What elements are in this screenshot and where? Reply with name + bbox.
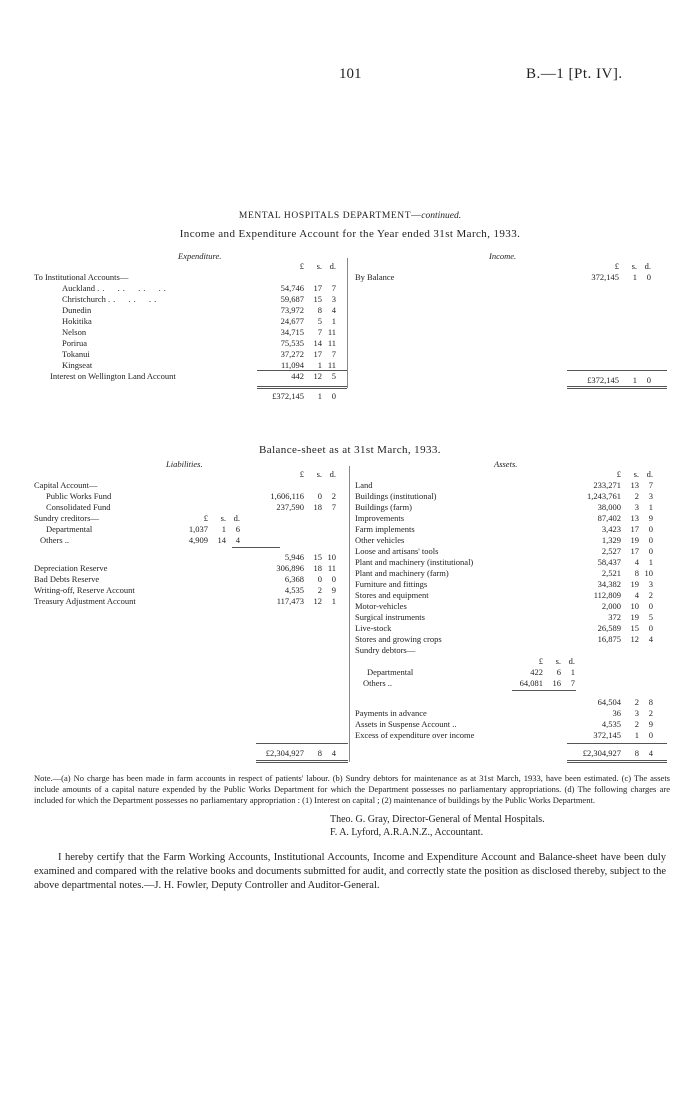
pounds: 2,527 — [601, 546, 621, 556]
table-row — [355, 524, 653, 535]
shillings: 4 — [634, 590, 639, 600]
table-row — [355, 634, 653, 645]
pence-header: d. — [644, 261, 651, 271]
signature-accountant: F. A. Lyford, A.R.A.N.Z., Accountant. — [330, 827, 484, 838]
pence: 1 — [648, 502, 653, 512]
shillings: 18 — [313, 563, 322, 573]
row-label: Plant and machinery (institutional) — [355, 557, 474, 567]
shillings: 0 — [317, 574, 322, 584]
row-label: Hokitika — [62, 316, 92, 326]
departmental-note: Note.—(a) No charge has been made in farm accounts in respect of patients' labour. (b) Sundry debtors for maintenance as at 31st March, 1933, have been estimated. (c) The assets include amounts of a capital nature expended by the Public Works Department for which the Department possesses no parliamentary appropriations. (d) The following charges are included for which the Department possesses no parliamentary appropriation : (1) Interest on capital ; (2) maintenance of buildings by the Public Works Department. — [34, 773, 670, 805]
pounds: 73,972 — [280, 305, 304, 315]
total-shillings: 8 — [634, 748, 639, 758]
pounds: 422 — [530, 667, 543, 677]
pence: 11 — [327, 338, 336, 348]
institutional-accounts-label: To Institutional Accounts— — [34, 272, 129, 282]
pounds: 16,875 — [597, 634, 621, 644]
shillings: 13 — [630, 480, 639, 490]
row-label: Dunedin — [62, 305, 92, 315]
shillings: 10 — [630, 601, 639, 611]
row-label: Depreciation Reserve — [34, 563, 108, 573]
row-label: Land — [355, 480, 373, 490]
row-label: Christchurch — [62, 294, 106, 304]
shilling-header: s. — [633, 469, 639, 479]
table-row: Christchurch .. .. .. 59,687 15 3 — [62, 294, 336, 304]
pence: 9 — [648, 513, 653, 523]
liabilities-total — [34, 748, 336, 759]
table-row — [34, 349, 336, 360]
pounds: 54,746 — [280, 283, 304, 293]
table-row — [355, 612, 653, 623]
total-pence: 0 — [331, 391, 336, 401]
table-row — [34, 371, 336, 382]
divider — [256, 743, 348, 744]
pence: 2 — [331, 491, 336, 501]
pounds: 34,715 — [280, 327, 304, 337]
row-label: Assets in Suspense Account .. — [355, 719, 457, 729]
income-expenditure-title: Income and Expenditure Account for the Year ended 31st March, 1933. — [179, 228, 521, 240]
table-row — [34, 338, 336, 349]
pence-header: d. — [646, 469, 653, 479]
pounds: 11,094 — [280, 360, 304, 370]
table-row — [34, 305, 336, 316]
pence-header: d. — [568, 656, 575, 666]
row-label: Excess of expenditure over income — [355, 730, 475, 740]
pence: 8 — [648, 697, 653, 707]
pence: 1 — [331, 596, 336, 606]
shillings: 12 — [313, 596, 322, 606]
row-label: Interest on Wellington Land Account — [50, 371, 176, 381]
income-heading: Income. — [489, 251, 517, 261]
shillings: 4 — [634, 557, 639, 567]
pence: 1 — [570, 667, 575, 677]
table-row — [355, 590, 653, 601]
pence-header: d. — [233, 513, 240, 523]
shillings: 17 — [313, 283, 322, 293]
assets-heading: Assets. — [494, 459, 518, 469]
pounds: 34,382 — [597, 579, 621, 589]
pence: 0 — [648, 601, 653, 611]
shillings: 2 — [634, 697, 639, 707]
expenditure-table — [34, 261, 336, 402]
pounds: 64,504 — [597, 697, 621, 707]
department-title-text: MENTAL HOSPITALS DEPARTMENT— — [238, 211, 422, 221]
table-row — [34, 524, 240, 535]
pounds: 4,909 — [188, 535, 208, 545]
pounds: 1,329 — [601, 535, 621, 545]
sundry-debtors-label: Sundry debtors— — [355, 645, 416, 655]
pounds: 75,535 — [280, 338, 304, 348]
shillings: 7 — [317, 327, 322, 337]
pence: 0 — [648, 524, 653, 534]
shillings: 12 — [630, 634, 639, 644]
pence: 4 — [235, 535, 240, 545]
shillings: 15 — [313, 552, 322, 562]
pounds: 306,896 — [276, 563, 304, 573]
total-pounds: £2,304,927 — [582, 748, 621, 758]
row-label: Consolidated Fund — [46, 502, 111, 512]
assets-table — [355, 469, 653, 656]
shillings: 2 — [317, 585, 322, 595]
row-label: Buildings (institutional) — [355, 491, 437, 501]
table-row — [355, 491, 653, 502]
divider — [512, 690, 576, 691]
row-label: Treasury Adjustment Account — [34, 596, 136, 606]
creditors-total-row — [34, 552, 336, 563]
row-label: Others .. — [363, 678, 393, 688]
table-row — [355, 557, 653, 568]
table-row — [34, 535, 240, 546]
page-number: 101 — [339, 66, 362, 82]
table-row: Auckland .. .. .. .. 54,746 17 7 — [62, 283, 336, 293]
total-pence: 0 — [646, 375, 651, 385]
creditors-subtable — [34, 513, 240, 546]
divider — [567, 743, 667, 744]
pounds: 59,687 — [280, 294, 304, 304]
pounds: 2,000 — [601, 601, 621, 611]
pounds: 442 — [291, 371, 304, 381]
table-row — [34, 316, 336, 327]
shillings: 2 — [634, 491, 639, 501]
pence: 7 — [331, 349, 336, 359]
table-row — [355, 623, 653, 634]
pence: 4 — [648, 634, 653, 644]
shillings: 17 — [630, 524, 639, 534]
pence: 11 — [327, 563, 336, 573]
pounds: 117,473 — [276, 596, 304, 606]
shillings: 1 — [317, 360, 322, 370]
sundry-creditors-label: Sundry creditors— — [34, 513, 99, 523]
liabilities-table-lower — [34, 552, 336, 607]
pound-header: £ — [616, 469, 621, 479]
capital-account-label: Capital Account— — [34, 480, 98, 490]
pence: 0 — [648, 623, 653, 633]
pounds: 2,521 — [601, 568, 621, 578]
shillings: 6 — [556, 667, 561, 677]
pence: 9 — [648, 719, 653, 729]
double-rule — [567, 386, 667, 389]
total-shillings: 1 — [632, 375, 637, 385]
pence: 5 — [648, 612, 653, 622]
double-rule — [256, 760, 348, 763]
row-label: Loose and artisans' tools — [355, 546, 439, 556]
pence: 3 — [331, 294, 336, 304]
total-pounds: £2,304,927 — [265, 748, 304, 758]
pence: 2 — [648, 708, 653, 718]
pence: 3 — [648, 491, 653, 501]
total-shillings: 8 — [317, 748, 322, 758]
column-divider — [349, 466, 350, 762]
assets-table-lower — [355, 697, 653, 741]
pounds: 233,271 — [593, 480, 621, 490]
table-row — [355, 730, 653, 741]
table-row — [355, 502, 653, 513]
liabilities-heading: Liabilities. — [166, 459, 203, 469]
pounds: 24,677 — [280, 316, 304, 326]
document-reference: B.—1 [Pt. IV]. — [526, 66, 623, 82]
pounds: 26,589 — [597, 623, 621, 633]
pence: 7 — [331, 283, 336, 293]
pence: 9 — [331, 585, 336, 595]
shillings: 14 — [313, 338, 322, 348]
table-row — [355, 667, 575, 678]
pounds: 36 — [612, 708, 621, 718]
shillings: 1 — [221, 524, 226, 534]
pence: 7 — [570, 678, 575, 688]
debtors-total-row — [355, 697, 653, 708]
row-label: Furniture and fittings — [355, 579, 428, 589]
row-label: Others .. — [40, 535, 70, 545]
table-row — [355, 480, 653, 491]
pounds: 87,402 — [597, 513, 621, 523]
shilling-header: s. — [220, 513, 226, 523]
pounds: 38,000 — [597, 502, 621, 512]
pence: 2 — [648, 590, 653, 600]
pence: 0 — [648, 546, 653, 556]
pounds: 1,037 — [188, 524, 208, 534]
pounds: 112,809 — [593, 590, 621, 600]
expenditure-heading: Expenditure. — [178, 251, 222, 261]
shillings: 13 — [630, 513, 639, 523]
pounds: 4,535 — [284, 585, 304, 595]
pence: 10 — [327, 552, 336, 562]
shilling-header: s. — [316, 469, 322, 479]
pence: 0 — [648, 730, 653, 740]
double-rule — [567, 760, 667, 763]
income-total — [355, 375, 651, 386]
pounds: 237,590 — [276, 502, 304, 512]
divider — [232, 547, 280, 548]
pound-header: £ — [614, 261, 619, 271]
shilling-header: s. — [555, 656, 561, 666]
table-row — [355, 272, 651, 283]
table-row — [355, 535, 653, 546]
shillings: 15 — [630, 623, 639, 633]
row-label: Kingseat — [62, 360, 93, 370]
pounds: 372,145 — [593, 730, 621, 740]
table-row — [355, 678, 575, 689]
pence-header: d. — [329, 261, 336, 271]
pence: 10 — [644, 568, 653, 578]
divider — [567, 370, 667, 371]
shillings: 16 — [552, 678, 561, 688]
shillings: 17 — [313, 349, 322, 359]
shillings: 8 — [634, 568, 639, 578]
table-row — [34, 563, 336, 574]
row-label: Tokanui — [62, 349, 90, 359]
shillings: 2 — [634, 719, 639, 729]
row-label: Nelson — [62, 327, 87, 337]
pence: 0 — [648, 535, 653, 545]
pence: 7 — [648, 480, 653, 490]
pence: 3 — [648, 579, 653, 589]
row-label: Porirua — [62, 338, 88, 348]
row-label: Surgical instruments — [355, 612, 425, 622]
shillings: 1 — [632, 272, 637, 282]
divider — [257, 370, 347, 371]
department-title — [0, 211, 700, 221]
table-row — [34, 327, 336, 338]
audit-certificate: I hereby certify that the Farm Working Accounts, Institutional Accounts, Income and Expenditure Account and Balance-sheet have been duly examined and compared with the relative books and documents submitted for audit, and correctly state the position as disclosed thereby, subject to the above departmental notes.—J. H. Fowler, Deputy Controller and Auditor-General. — [34, 852, 666, 891]
row-label: Improvements — [355, 513, 405, 523]
total-shillings: 1 — [317, 391, 322, 401]
pound-header: £ — [203, 513, 208, 523]
pence: 7 — [331, 502, 336, 512]
total-pounds: £372,145 — [587, 375, 619, 385]
pence: 1 — [331, 316, 336, 326]
total-pence: 4 — [331, 748, 336, 758]
row-label: Payments in advance — [355, 708, 427, 718]
pence: 0 — [646, 272, 651, 282]
shillings: 19 — [630, 579, 639, 589]
shillings: 19 — [630, 535, 639, 545]
pence: 4 — [331, 305, 336, 315]
double-rule — [257, 386, 347, 389]
table-row — [34, 502, 336, 513]
pounds: 1,606,116 — [270, 491, 304, 501]
pounds: 58,437 — [597, 557, 621, 567]
pounds: 64,081 — [519, 678, 543, 688]
table-row — [355, 513, 653, 524]
pounds: 372 — [608, 612, 621, 622]
department-title-continued: continued. — [421, 211, 462, 221]
row-label: Plant and machinery (farm) — [355, 568, 449, 578]
column-divider — [347, 258, 348, 388]
shillings: 3 — [634, 502, 639, 512]
shillings: 3 — [634, 708, 639, 718]
row-label: Farm implements — [355, 524, 415, 534]
signature-director: Theo. G. Gray, Director-General of Mental Hospitals. — [330, 814, 545, 825]
table-row — [34, 491, 336, 502]
total-pence: 4 — [648, 748, 653, 758]
table-row — [355, 546, 653, 557]
shillings: 5 — [317, 316, 322, 326]
pence: 11 — [327, 327, 336, 337]
shillings: 12 — [313, 371, 322, 381]
shillings: 8 — [317, 305, 322, 315]
row-label: Auckland — [62, 283, 96, 293]
pound-header: £ — [299, 469, 304, 479]
row-label: Buildings (farm) — [355, 502, 412, 512]
pounds: 37,272 — [280, 349, 304, 359]
pounds: 372,145 — [591, 272, 619, 282]
table-row — [355, 579, 653, 590]
table-row — [355, 719, 653, 730]
row-label: Motor-vehicles — [355, 601, 407, 611]
shillings: 1 — [634, 730, 639, 740]
shilling-header: s. — [631, 261, 637, 271]
table-row — [34, 574, 336, 585]
table-row — [355, 601, 653, 612]
pence-header: d. — [329, 469, 336, 479]
shillings: 15 — [313, 294, 322, 304]
table-row — [34, 596, 336, 607]
row-label: Live-stock — [355, 623, 392, 633]
shillings: 18 — [313, 502, 322, 512]
row-label: Stores and equipment — [355, 590, 429, 600]
row-label: Bad Debts Reserve — [34, 574, 100, 584]
balance-sheet-title: Balance-sheet as at 31st March, 1933. — [259, 444, 441, 456]
pounds: 6,368 — [284, 574, 304, 584]
pounds: 5,946 — [284, 552, 304, 562]
shillings: 17 — [630, 546, 639, 556]
pound-header: £ — [299, 261, 304, 271]
shillings: 0 — [317, 491, 322, 501]
row-label: Departmental — [46, 524, 93, 534]
row-label: Departmental — [367, 667, 414, 677]
shillings: 14 — [217, 535, 226, 545]
row-label: Stores and growing crops — [355, 634, 442, 644]
table-row — [355, 568, 653, 579]
table-row — [355, 708, 653, 719]
row-label: By Balance — [355, 272, 395, 282]
pound-header: £ — [538, 656, 543, 666]
income-table — [355, 261, 651, 283]
row-label: Writing-off, Reserve Account — [34, 585, 135, 595]
pence: 0 — [331, 574, 336, 584]
assets-total — [355, 748, 653, 759]
pounds: 3,423 — [601, 524, 621, 534]
pounds: 1,243,761 — [587, 491, 621, 501]
pounds: 4,535 — [601, 719, 621, 729]
shilling-header: s. — [316, 261, 322, 271]
row-label: Public Works Fund — [46, 491, 112, 501]
row-label: Other vehicles — [355, 535, 405, 545]
pence: 6 — [235, 524, 240, 534]
pence: 11 — [327, 360, 336, 370]
pence: 1 — [648, 557, 653, 567]
debtors-subtable — [355, 656, 575, 689]
total-pounds: £372,145 — [272, 391, 304, 401]
table-row — [34, 585, 336, 596]
expenditure-total-row — [34, 391, 336, 402]
shillings: 19 — [630, 612, 639, 622]
pence: 5 — [331, 371, 336, 381]
